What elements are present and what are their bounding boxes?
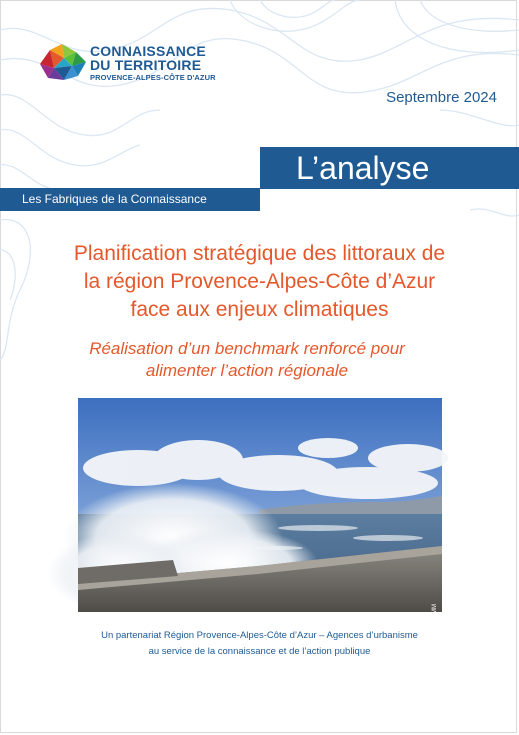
title-line: Planification stratégique des littoraux de <box>73 242 446 265</box>
brand-line-3: PROVENCE-ALPES-CÔTE D'AZUR <box>90 73 216 82</box>
brand-logo-icon <box>36 42 88 88</box>
banner-label: L’analyse <box>296 150 430 186</box>
brand-line-1: CONNAISSANCE <box>90 43 206 59</box>
brand-line-2: DU TERRITOIRE <box>90 57 202 73</box>
partnership-note <box>0 628 519 660</box>
series-label: Les Fabriques de la Connaissance <box>22 192 207 206</box>
subtitle-line: alimenter l’action régionale <box>145 361 349 380</box>
title-line: face aux enjeux climatiques <box>130 298 389 321</box>
partner-line: au service de la connaissance et de l’action publique <box>148 646 371 657</box>
analysis-banner <box>260 147 519 189</box>
subtitle-line: Réalisation d’un benchmark renforcé pour <box>89 339 405 358</box>
title-line: la région Provence-Alpes-Côte d’Azur <box>83 270 436 293</box>
document-subtitle <box>0 338 494 382</box>
document-title <box>0 240 519 324</box>
brand-wordmark <box>90 44 216 83</box>
cover-photo <box>78 398 442 629</box>
partner-line: Un partenariat Région Provence-Alpes-Côte d’Azur – Agences d’urbanisme <box>101 630 418 641</box>
photo-credit: © GPMM <box>432 604 438 629</box>
sea-wave-illustration <box>78 398 442 612</box>
publication-date: Septembre 2024 <box>386 89 497 106</box>
series-bar <box>0 188 260 211</box>
